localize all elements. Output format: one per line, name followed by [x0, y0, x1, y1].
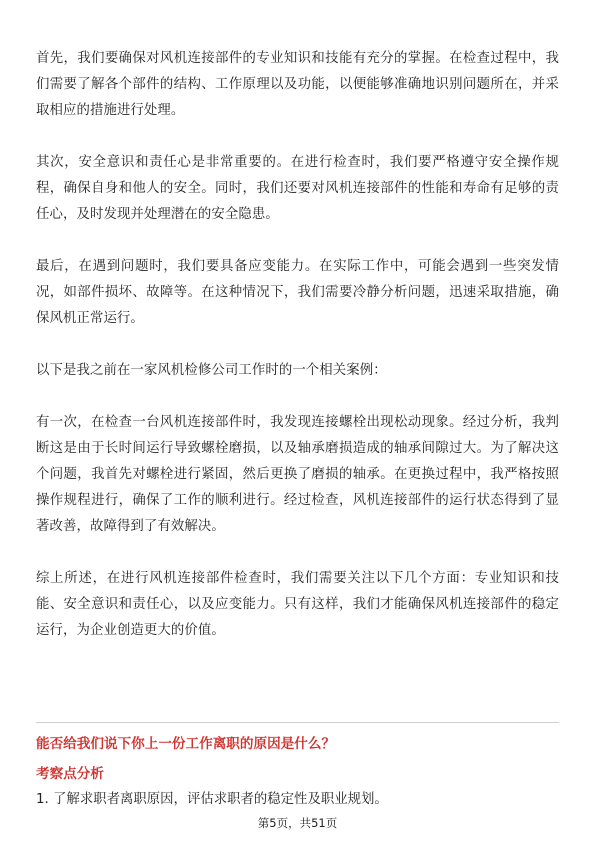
- interview-question: 能否给我们说下你上一份工作离职的原因是什么？: [36, 736, 336, 752]
- paragraph-4: 以下是我之前在一家风机检修公司工作时的一个相关案例：: [36, 363, 387, 378]
- paragraph-1: 首先，我们要确保对风机连接部件的专业知识和技能有充分的掌握。在检查过程中，我们需要了解各个部件的结构、工作原理以及功能，以便能够准确地识别问题所在，并采取相应的措施进行处理。: [36, 51, 559, 118]
- page-number-footer: 第5页，共51页: [257, 816, 338, 830]
- analysis-list-item: 1. 了解求职者离职原因，评估求职者的稳定性及职业规划。: [36, 792, 388, 807]
- paragraph-5: 有一次，在检查一台风机连接部件时，我发现连接螺栓出现松动现象。经过分析，我判断这是由于长时间运行导致螺栓磨损，以及轴承磨损造成的轴承间隙过大。为了解决这个问题，我首先对螺栓进行紧固，然后更换了磨损的轴承。在更换过程中，我严格按照操作规程进行，确保了工作的顺利进行。经过检查，风机连接部件的运行状态得到了显著改善，故障得到了有效解决。: [36, 415, 559, 534]
- paragraph-6: 综上所述，在进行风机连接部件检查时，我们需要关注以下几个方面：专业知识和技能、安全意识和责任心，以及应变能力。只有这样，我们才能确保风机连接部件的稳定运行，为企业创造更大的价值。: [36, 571, 559, 638]
- paragraph-2: 其次，安全意识和责任心是非常重要的。在进行检查时，我们要严格遵守安全操作规程，确保自身和他人的安全。同时，我们还要对风机连接部件的性能和寿命有足够的责任心，及时发现并处理潜在的安全隐患。: [36, 155, 559, 222]
- analysis-heading: 考察点分析: [36, 766, 104, 782]
- document-body: [36, 46, 559, 644]
- section-divider: [36, 722, 559, 723]
- paragraph-3: 最后，在遇到问题时，我们要具备应变能力。在实际工作中，可能会遇到一些突发情况，如部件损坏、故障等。在这种情况下，我们需要冷静分析问题，迅速采取措施，确保风机正常运行。: [36, 259, 559, 326]
